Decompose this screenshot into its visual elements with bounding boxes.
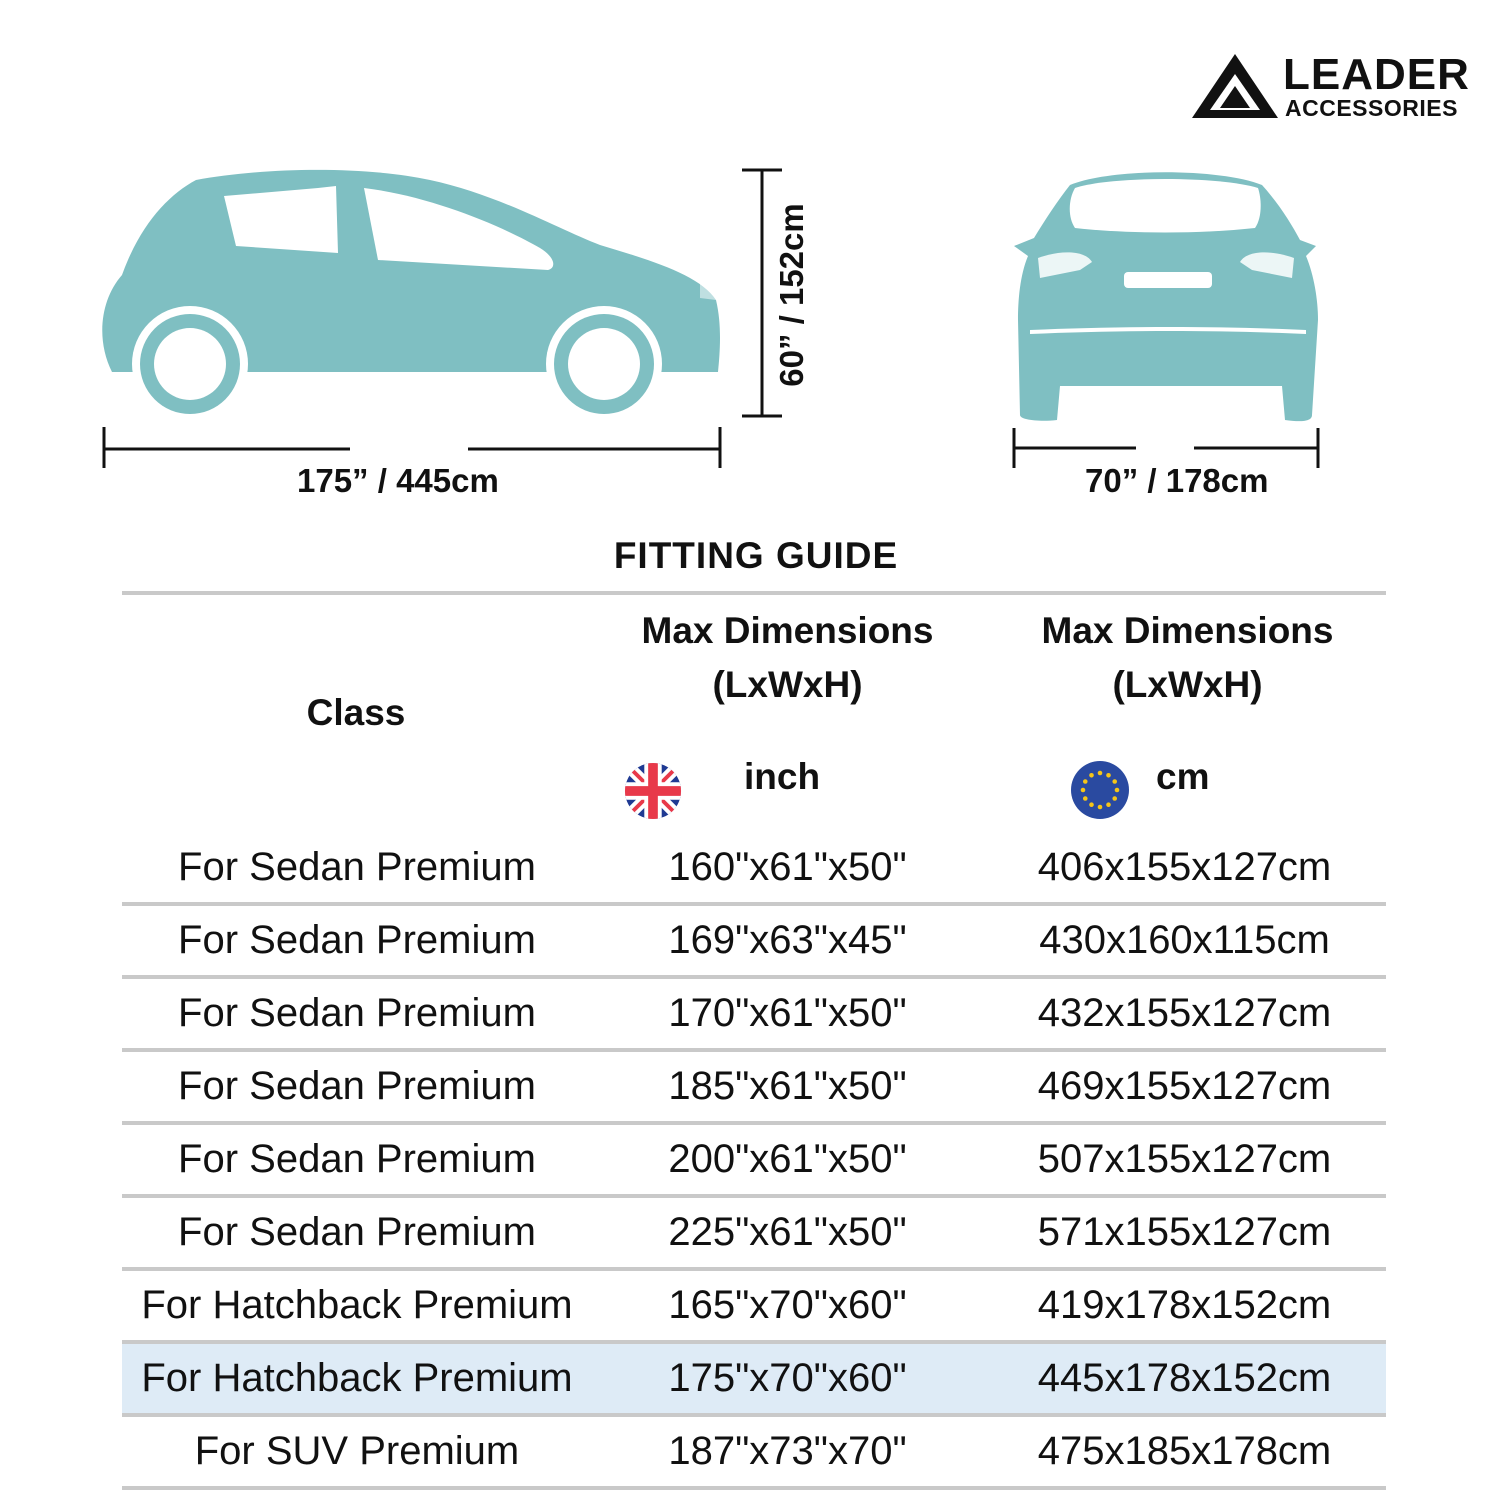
width-label: 70” / 178cm: [1085, 462, 1269, 499]
eu-star-icon: [1098, 771, 1103, 776]
row-class-cell: For Sedan Premium: [178, 1137, 536, 1181]
eu-star-icon: [1106, 773, 1111, 778]
brand-name: LEADER: [1283, 50, 1470, 99]
eu-star-icon: [1083, 779, 1088, 784]
unit-inch: inch: [744, 756, 821, 797]
row-cm-cell: 445x178x152cm: [1037, 1356, 1332, 1400]
row-inch-cell: 165"x70"x60": [668, 1283, 907, 1327]
header-class: Class: [306, 692, 406, 733]
table-row: [122, 1052, 1386, 1121]
row-class-cell: For Sedan Premium: [178, 1210, 536, 1254]
eu-star-icon: [1112, 779, 1117, 784]
eu-star-icon: [1083, 796, 1088, 801]
row-class-cell: For Hatchback Premium: [141, 1356, 573, 1400]
table-row: [122, 1271, 1386, 1340]
table-row: [122, 1125, 1386, 1194]
row-cm-cell: 571x155x127cm: [1037, 1210, 1332, 1254]
row-inch-cell: 170"x61"x50": [668, 991, 907, 1035]
length-label: 175” / 445cm: [297, 462, 499, 499]
header-max-dimensions-inch: Max Dimensions (LxWxH): [641, 610, 934, 705]
row-cm-cell: 432x155x127cm: [1037, 991, 1332, 1035]
uk-flag-icon: [624, 762, 682, 820]
eu-flag-icon: [1070, 760, 1130, 820]
row-inch-cell: 160"x61"x50": [668, 845, 907, 889]
table-row: [122, 1198, 1386, 1267]
row-class-cell: For Sedan Premium: [178, 1064, 536, 1108]
row-class-cell: For SUV Premium: [194, 1429, 520, 1473]
row-cm-cell: 406x155x127cm: [1037, 845, 1332, 889]
row-cm-cell: 469x155x127cm: [1037, 1064, 1332, 1108]
row-inch-cell: 175"x70"x60": [668, 1356, 907, 1400]
car-rear-view: [1010, 168, 1322, 424]
table-row: [122, 833, 1386, 902]
table-row: [122, 1417, 1386, 1486]
header-max-dimensions-cm: Max Dimensions (LxWxH): [1041, 610, 1334, 705]
brand-subtitle: ACCESSORIES: [1285, 95, 1458, 121]
row-cm-cell: 507x155x127cm: [1037, 1137, 1332, 1181]
eu-star-icon: [1115, 788, 1120, 793]
eu-star-icon: [1098, 805, 1103, 810]
row-divider: [122, 1486, 1386, 1490]
row-cm-cell: 475x185x178cm: [1037, 1429, 1332, 1473]
row-inch-cell: 187"x73"x70": [668, 1429, 907, 1473]
car-side-view: [96, 160, 732, 430]
row-inch-cell: 169"x63"x45": [668, 918, 907, 962]
height-label: 60” / 152cm: [773, 203, 810, 387]
row-class-cell: For Sedan Premium: [178, 918, 536, 962]
row-class-cell: For Sedan Premium: [178, 991, 536, 1035]
fitting-guide-title: FITTING GUIDE: [613, 535, 899, 576]
eu-star-icon: [1106, 802, 1111, 807]
row-inch-cell: 200"x61"x50": [668, 1137, 907, 1181]
row-class-cell: For Hatchback Premium: [141, 1283, 573, 1327]
eu-star-icon: [1089, 802, 1094, 807]
row-cm-cell: 430x160x115cm: [1039, 918, 1330, 962]
unit-cm: cm: [1156, 756, 1210, 797]
eu-star-icon: [1089, 773, 1094, 778]
eu-star-icon: [1112, 796, 1117, 801]
row-inch-cell: 185"x61"x50": [668, 1064, 907, 1108]
leader-logo-icon: [1190, 52, 1280, 120]
row-inch-cell: 225"x61"x50": [668, 1210, 907, 1254]
table-row: [122, 906, 1386, 975]
table-row: [122, 979, 1386, 1048]
table-top-rule: [122, 591, 1386, 595]
table-row: [122, 1344, 1386, 1413]
eu-star-icon: [1081, 788, 1086, 793]
row-class-cell: For Sedan Premium: [178, 845, 536, 889]
row-cm-cell: 419x178x152cm: [1037, 1283, 1332, 1327]
